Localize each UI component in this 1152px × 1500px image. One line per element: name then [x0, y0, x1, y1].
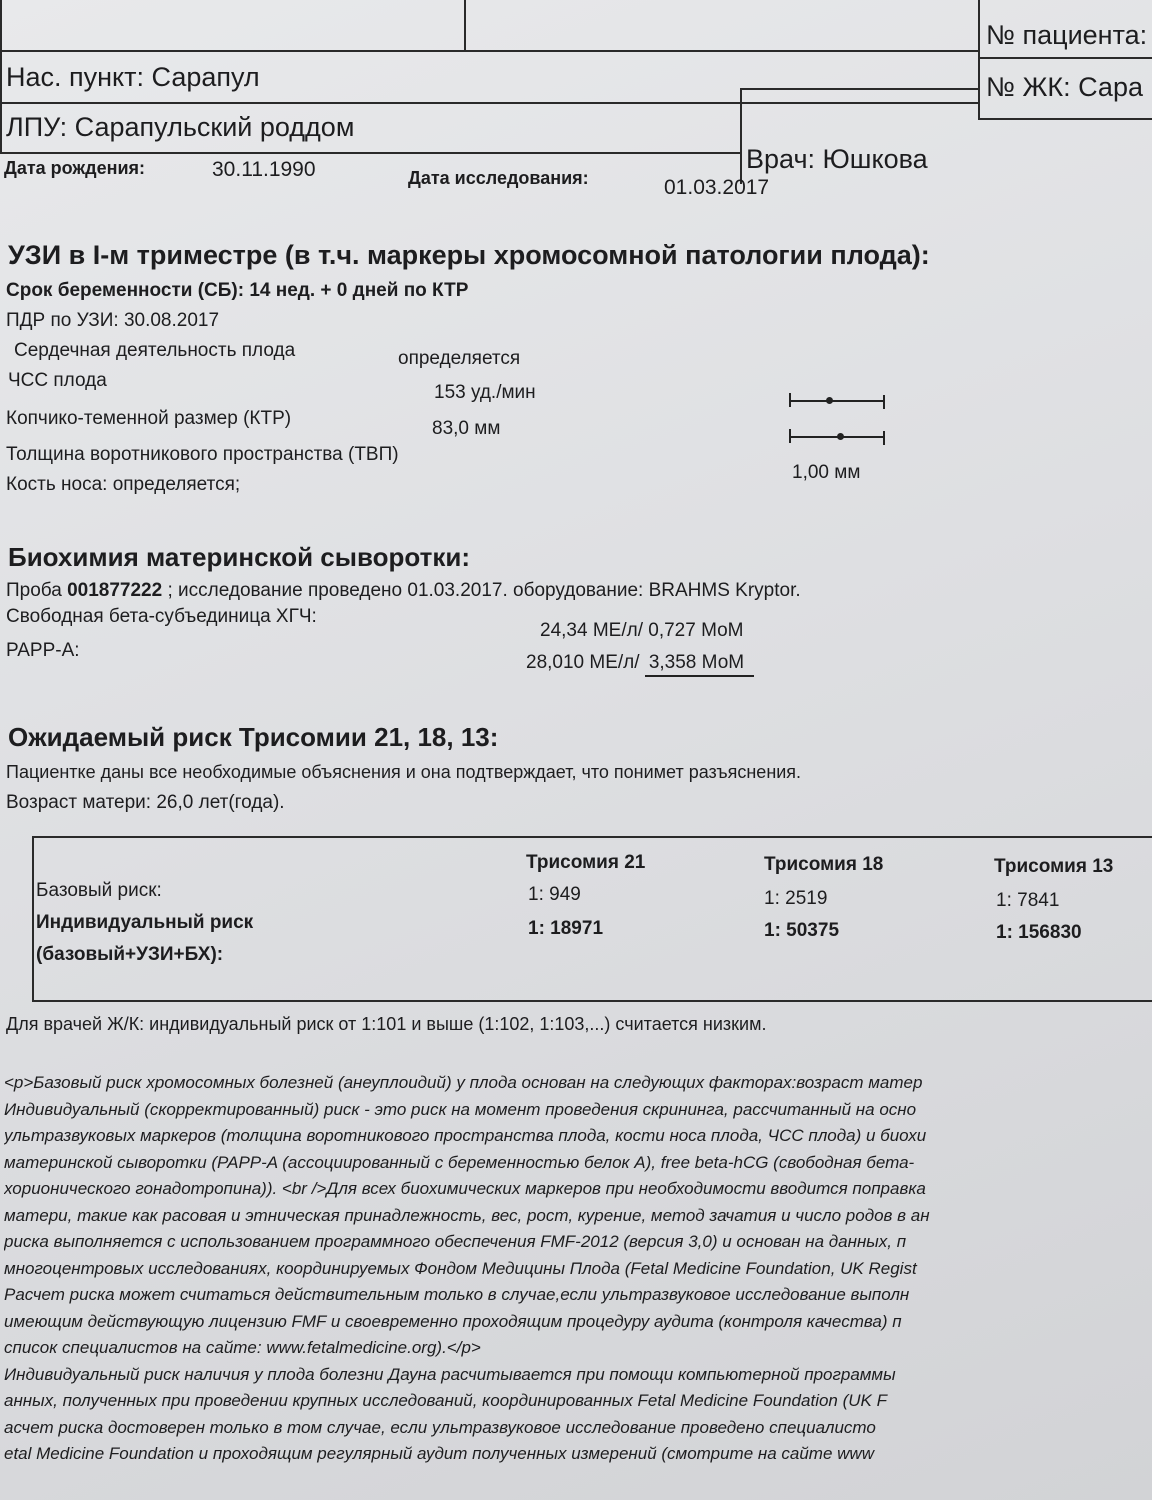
- exam-date-label: Дата исследования:: [408, 168, 589, 188]
- birth-date-label: Дата рождения:: [4, 158, 146, 178]
- risk-explanation: Пациентке даны все необходимые объяснения и она подтверждает, что понимет разъяснения.: [6, 762, 802, 782]
- ultrasound-title: УЗИ в I-м триместре (в т.ч. маркеры хромосомной патологии плода):: [8, 240, 930, 270]
- footnote-line: риска выполняется с использованием программного обеспечения FMF-2012 (версия 3,0) и основан на данных, п: [4, 1232, 907, 1251]
- doctor: Врач: Юшкова: [746, 144, 928, 174]
- base-risk-18: 1: 2519: [764, 888, 828, 909]
- header-rule: [978, 0, 980, 120]
- base-risk-13: 1: 7841: [996, 890, 1060, 911]
- nt-label: Толщина воротникового пространства (ТВП): [6, 444, 399, 465]
- fetal-heart-value: определяется: [398, 348, 521, 369]
- sample-line: [6, 580, 801, 602]
- doctor-note: Для врачей Ж/К: индивидуальный риск от 1:101 и выше (1:102, 1:103,...) считается низким.: [6, 1014, 767, 1034]
- header-rule: [0, 102, 980, 104]
- col-trisomy-21: Трисомия 21: [526, 852, 646, 873]
- footnote-line: материнской сыворотки (PAPP-A (ассоциированный с беременностью белок А), free beta-hCG (свободная бета-: [4, 1152, 915, 1172]
- lpu: ЛПУ: Сарапульский роддом: [6, 112, 355, 142]
- mother-age: Возраст матери: 26,0 лет(года).: [6, 792, 285, 813]
- sample-prefix: Проба: [6, 580, 62, 601]
- footnote-line: Индивидуальный риск наличия у плода болезни Дауна расчитывается при помощи компьютерной программы: [4, 1364, 896, 1384]
- fetal-heart-label: Сердечная деятельность плода: [14, 340, 296, 361]
- pappa-mom: 3,358 МоМ: [645, 652, 754, 677]
- header-rule: [0, 152, 740, 154]
- pregnancy-term: Срок беременности (СБ): 14 нед. + 0 дней по КТР: [6, 280, 469, 301]
- individual-risk-13: 1: 156830: [996, 922, 1082, 943]
- footnote-line: хорионического гонадотропина)). <br />Для всех биохимических маркеров при необходимости вводится поправка: [4, 1179, 926, 1198]
- individual-risk-18: 1: 50375: [764, 920, 840, 941]
- risk-title: Ожидаемый риск Трисомии 21, 18, 13:: [8, 722, 499, 752]
- header-rule: [464, 0, 466, 52]
- header-rule: [978, 57, 1152, 59]
- individual-risk-label: Индивидуальный риск: [36, 912, 254, 933]
- due-date: ПДР по УЗИ: 30.08.2017: [6, 310, 220, 331]
- footnote-line: ультразвуковых маркеров (толщина воротникового пространства плода, кости носа плода, ЧСС плода) и биохи: [4, 1126, 927, 1145]
- sample-number: 001877222: [67, 580, 163, 601]
- hcg-label: Свободная бета-субъединица ХГЧ:: [6, 606, 317, 627]
- footnote-line: etal Medicine Foundation и проходящим регулярный аудит полученных измерений (смотрите на сайте www: [4, 1444, 874, 1463]
- individual-risk-label-sub: (базовый+УЗИ+БХ):: [36, 944, 224, 965]
- zhk-number: № ЖК: Сара: [986, 72, 1143, 102]
- exam-date: 01.03.2017: [664, 176, 770, 199]
- header-rule: [740, 88, 742, 184]
- base-risk-label: Базовый риск:: [36, 880, 162, 901]
- sample-rest: ; исследование проведено 01.03.2017. оборудование: BRAHMS Kryptor.: [167, 580, 801, 601]
- patient-number-label: № пациента:: [986, 20, 1148, 50]
- col-trisomy-13: Трисомия 13: [994, 856, 1114, 877]
- footnote-line: <p>Базовый риск хромосомных болезней (анеуплоидий) у плода основан на следующих факторах:возраст матер: [4, 1073, 923, 1092]
- hcg-value: 24,34 МЕ/л/ 0,727 МоМ: [540, 620, 744, 641]
- footnote-line: асчет риска достоверен только в том случае, если ультразвуковое исследование проведено специалисто: [4, 1417, 876, 1437]
- footnote-line: многоцентровых исследованиях, координируемых Фондом Медицины Плода (Fetal Medicine Foundation, UK Regist: [4, 1258, 917, 1278]
- header-rule: [740, 88, 980, 90]
- individual-risk-21: 1: 18971: [528, 918, 604, 939]
- crl-label: Копчико-теменной размер (КТР): [6, 408, 292, 429]
- footnote-line: Расчет риска может считаться действительным только в случае,если ультразвуковое исследование выполн: [4, 1285, 910, 1304]
- crl-value: 83,0 мм: [432, 418, 501, 439]
- col-trisomy-18: Трисомия 18: [764, 854, 884, 875]
- footnote-line: список специалистов на сайте: www.fetalmedicine.org).</p>: [4, 1338, 481, 1357]
- footnote-text: [4, 1070, 1152, 1468]
- pappa-label: PAPP-A:: [6, 640, 80, 661]
- header-rule: [0, 50, 980, 52]
- base-risk-21: 1: 949: [528, 884, 581, 905]
- birth-date: 30.11.1990: [212, 158, 316, 181]
- heart-rate-value: 153 уд./мин: [434, 382, 536, 403]
- footnote-line: имеющим действующую лицензию FMF и своевременно проходящим процедуру аудита (контроля качества) п: [4, 1311, 902, 1331]
- nasal-bone: Кость носа: определяется;: [6, 474, 241, 495]
- settlement: Нас. пункт: Сарапул: [6, 62, 260, 92]
- footnote-line: Индивидуальный (скорректированный) риск - это риск на момент проведения скрининга, рассчитанный на осно: [4, 1099, 917, 1119]
- pappa-value: [526, 652, 754, 674]
- footnote-line: анных, полученных при проведении крупных исследований, координированных Fetal Medicine Foundation (UK F: [4, 1391, 887, 1410]
- header-rule: [978, 118, 1152, 120]
- footnote-line: матери, такие как расовая и этническая принадлежность, вес, рост, курение, метод зачатия и число родов в ан: [4, 1205, 930, 1225]
- nt-value: 1,00 мм: [792, 462, 861, 483]
- header-rule: [0, 0, 2, 152]
- biochem-title: Биохимия материнской сыворотки:: [8, 542, 470, 572]
- heart-rate-label: ЧСС плода: [8, 370, 107, 391]
- pappa-value-units: 28,010 МЕ/л/: [526, 652, 640, 673]
